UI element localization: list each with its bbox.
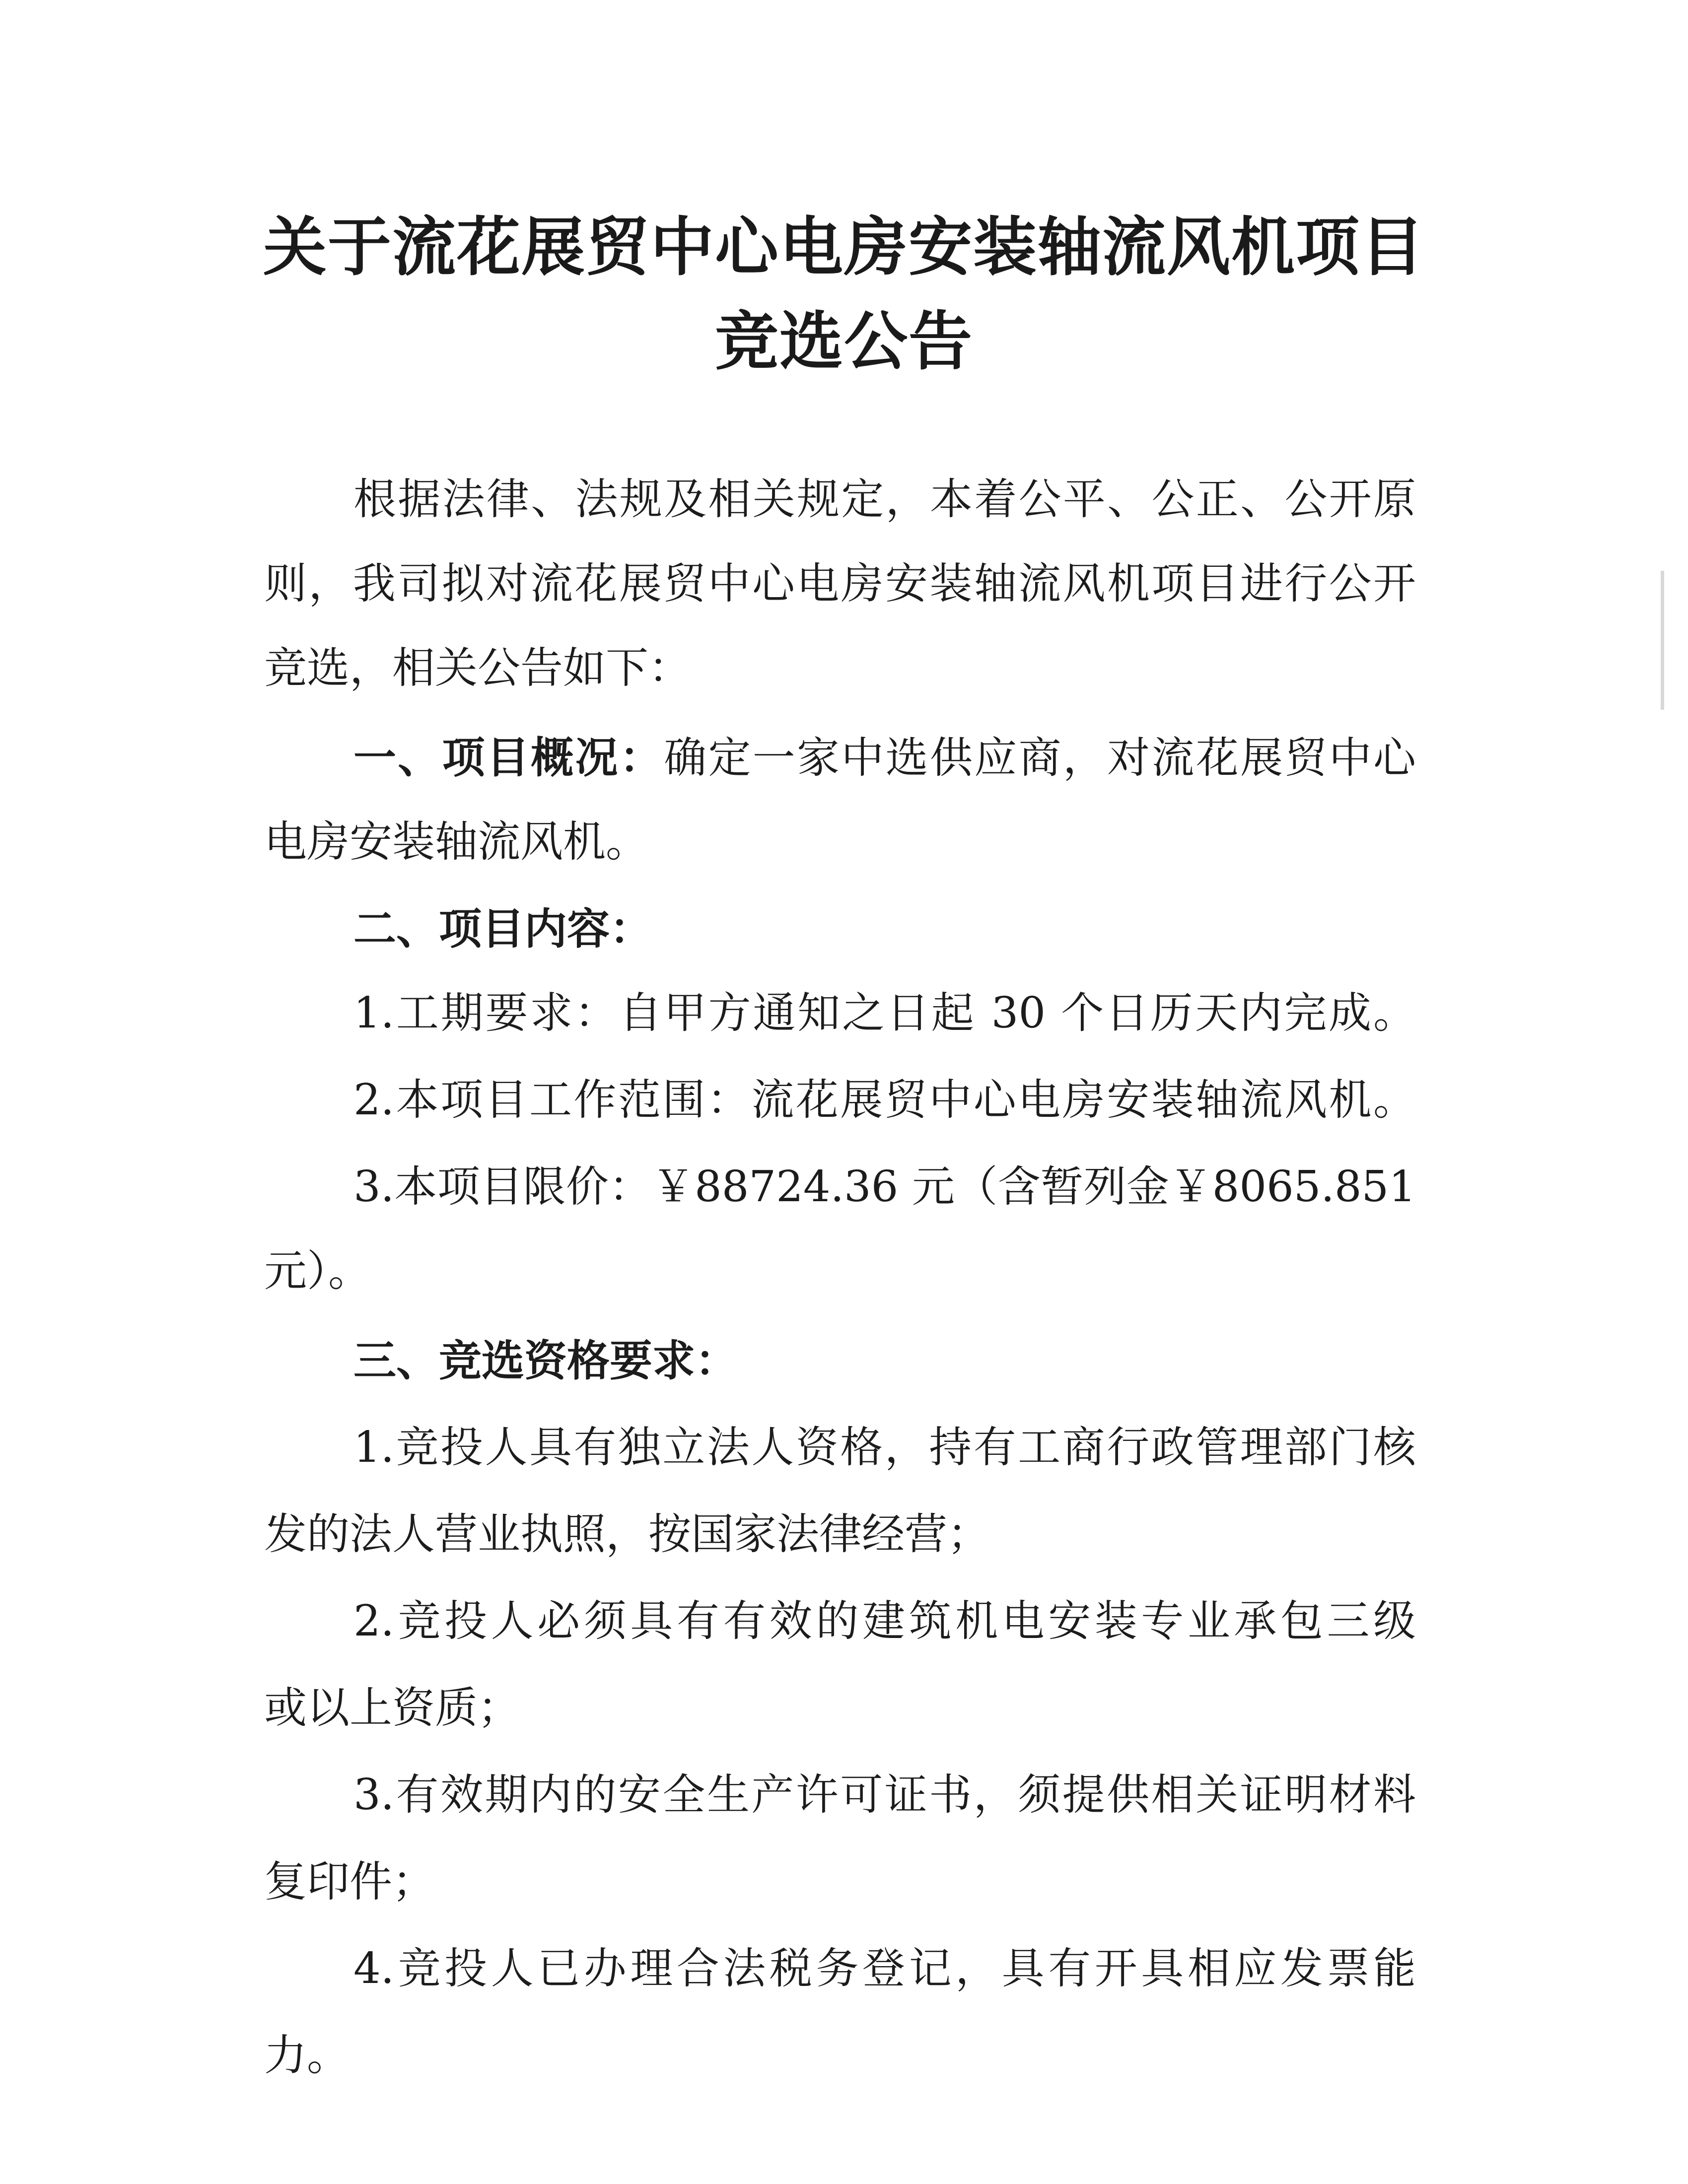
section1-line-2: 电房安装轴流风机。	[264, 817, 648, 867]
intro-line-1: 根据法律、法规及相关规定，本着公平、公正、公开原	[353, 475, 1416, 524]
section1-text: 确定一家中选供应商，对流花展贸中心	[664, 733, 1416, 783]
document-title-line2: 竞选公告	[714, 304, 973, 379]
section3-heading: 三、竞选资格要求：	[353, 1336, 738, 1386]
section2-item-3-line-1: 3.本项目限价：￥88724.36 元（含暂列金￥8065.851	[353, 1162, 1416, 1212]
scan-edge-mark	[1661, 571, 1664, 710]
intro-line-2: 则，我司拟对流花展贸中心电房安装轴流风机项目进行公开	[264, 559, 1416, 609]
section3-item-1-line-1: 1.竞投人具有独立法人资格，持有工商行政管理部门核	[353, 1423, 1416, 1472]
section3-item-1-line-2: 发的法人营业执照，按国家法律经营；	[264, 1509, 990, 1559]
section2-item-2: 2.本项目工作范围：流花展贸中心电房安装轴流风机。	[353, 1075, 1416, 1125]
section3-item-2-line-1: 2.竞投人必须具有有效的建筑机电安装专业承包三级	[353, 1596, 1416, 1646]
section3-item-3-line-2: 复印件；	[264, 1857, 435, 1907]
section2-item-3-line-2: 元）。	[264, 1246, 371, 1296]
section1-line-1	[353, 732, 1416, 784]
section3-item-2-line-2: 或以上资质；	[264, 1683, 520, 1733]
section3-item-3-line-1: 3.有效期内的安全生产许可证书，须提供相关证明材料	[353, 1770, 1416, 1820]
document-title-line1: 关于流花展贸中心电房安装轴流风机项目	[263, 210, 1425, 284]
section1-heading: 一、项目概况：	[353, 733, 664, 783]
section2-item-1: 1.工期要求：自甲方通知之日起 30 个日历天内完成。	[353, 988, 1416, 1038]
section3-item-4-line-2: 力。	[264, 2031, 350, 2080]
intro-line-3: 竞选，相关公告如下：	[264, 643, 691, 693]
section2-heading: 二、项目内容：	[353, 904, 652, 954]
section3-item-4-line-1: 4.竞投人已办理合法税务登记，具有开具相应发票能	[353, 1944, 1416, 1993]
